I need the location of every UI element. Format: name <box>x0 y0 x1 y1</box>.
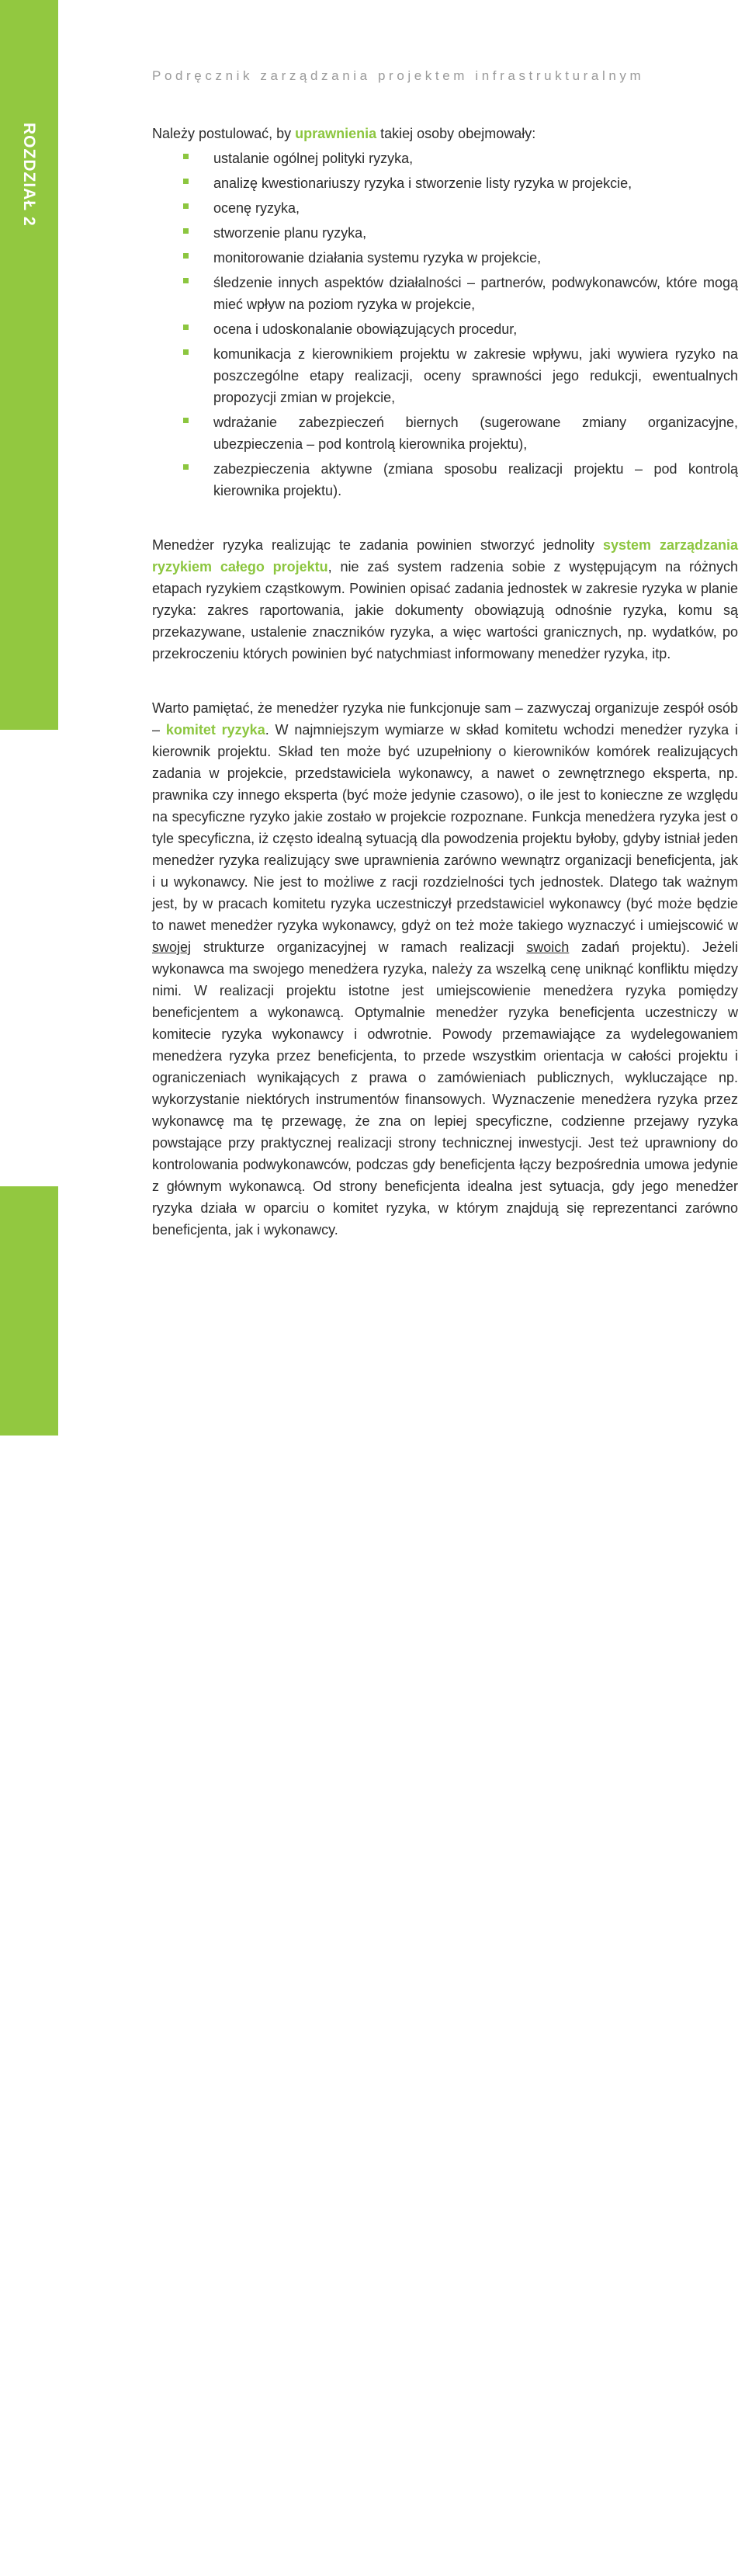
list-item <box>152 222 738 244</box>
para3-text: strukturze organizacyjnej w ramach realizacji <box>191 939 527 955</box>
list-item <box>152 197 738 219</box>
chapter-label: ROZDZIAŁ 2 <box>20 123 38 227</box>
list-item-text: analizę kwestionariuszy ryzyka i stworzenie listy ryzyka w projekcie, <box>213 175 632 191</box>
bullet-square-icon <box>183 203 189 209</box>
bullet-square-icon <box>183 325 189 330</box>
list-item <box>152 458 738 502</box>
list-item <box>152 411 738 455</box>
list-item <box>152 172 738 194</box>
para3-highlight: komitet ryzyka <box>165 722 265 738</box>
bullet-square-icon <box>183 179 189 184</box>
bullet-square-icon <box>183 154 189 159</box>
responsibilities-list <box>152 148 738 502</box>
intro-text: Należy postulować, by <box>152 126 296 141</box>
para2-text: Menedżer ryzyka realizując te zadania powinien stworzyć jednolity <box>152 537 603 553</box>
page-content <box>152 123 738 1241</box>
para3-underlined-word: swojej <box>152 939 192 955</box>
list-item-text: monitorowanie działania systemu ryzyka w projekcie, <box>213 250 542 266</box>
bullet-square-icon <box>183 418 189 423</box>
page-separator: | <box>17 2528 40 2533</box>
bullet-square-icon <box>183 278 189 283</box>
page-word: Strona <box>19 2442 33 2524</box>
list-item <box>152 247 738 269</box>
list-item-text: wdrażanie zabezpieczeń biernych (sugerowane zmiany organizacyjne, ubezpieczenia – pod kontrolą kierownika projektu), <box>213 415 738 452</box>
para2-highlight: system zarządzania ryzykiem całego projektu <box>152 537 738 575</box>
list-item <box>152 318 738 340</box>
intro-text-end: takiej osoby obejmowały: <box>376 126 536 141</box>
intro-highlight: uprawnienia <box>295 126 377 141</box>
list-item-text: śledzenie innych aspektów działalności – partnerów, podwykonawców, które mogą mieć wpływ na poziom ryzyka w projekcie, <box>213 275 738 312</box>
para3-text: Warto pamiętać, że menedżer ryzyka nie funkcjonuje sam – zazwyczaj organizuje zespół osób – <box>152 700 738 738</box>
para3-text: . W najmniejszym wymiarze w skład komitetu wchodzi menedżer ryzyka i kierownik projektu. Skład ten może być uzupełniony o kierowników komórek realizujących zadania w projekcie, przedstawiciela wykonawcy, a nawet o zewnętrznego eksperta, np. prawnika czy innego eksperta (być może jedynie czasowo), o ile jest to konieczne ze względu na specyficzne ryzyko jakie zostało w projekcie rozpoznane. Funkcja menedżera ryzyka jest o tyle specyficzna, iż często idealną sytuacją dla powodzenia projektu byłoby, gdyby istniał jeden menedżer ryzyka realizujący swe uprawnienia zarówno wewnątrz organizacji beneficjenta, jak i u wykonawcy. Nie jest to możliwe z racji rozdzielności tych jednostek. Dlatego tak ważnym jest, by w pracach komitetu ryzyka uczestniczył przedstawiciel wykonawcy (być może będzie to nawet menedżer ryzyka wykonawcy, gdyż on też może takiego wyznaczyć i umiejscowić w <box>152 722 738 933</box>
list-item-text: ocena i udoskonalanie obowiązujących procedur, <box>213 321 518 337</box>
sidebar-accent-bottom <box>0 1186 58 2576</box>
page-number: 46 <box>16 2542 42 2576</box>
sidebar-accent-top <box>0 0 58 730</box>
intro-paragraph <box>152 123 738 144</box>
para3-underlined-word: swoich <box>526 939 570 955</box>
running-header: Podręcznik zarządzania projektem infrastrukturalnym <box>152 68 645 83</box>
list-item <box>152 343 738 408</box>
list-item-text: zabezpieczenia aktywne (zmiana sposobu realizacji projektu – pod kontrolą kierownika projektu). <box>213 461 738 498</box>
list-item-text: ocenę ryzyka, <box>213 200 300 216</box>
paragraph-risk-system <box>152 534 738 665</box>
bullet-square-icon <box>183 464 189 470</box>
page-indicator <box>16 2442 42 2576</box>
bullet-square-icon <box>183 349 189 355</box>
paragraph-risk-committee <box>152 697 738 1241</box>
para3-text: zadań projektu). Jeżeli wykonawca ma swojego menedżera ryzyka, należy za wszelką cenę uniknąć konfliktu między nimi. W realizacji projektu istotne jest umiejscowienie menedżera ryzyka pomiędzy beneficjentem a wykonawcą. Optymalnie menedżer ryzyka beneficjenta uczestniczy w komitecie ryzyka wykonawcy i odwrotnie. Powody przemawiające za wydelegowaniem menedżera ryzyka przez beneficjenta, to przede wszystkim orientacja w całości projektu i ograniczeniach wynikających z prawa o zamówieniach publicznych, wykluczające np. wykorzystanie niektórych instrumentów finansowych. Wyznaczenie menedżera ryzyka przez wykonawcę ma tę przewagę, że zna on lepiej specyficzne, codzienne przejawy ryzyka powstające przy praktycznej realizacji strony technicznej inwestycji. Jest też uprawniony do kontrolowania podwykonawców, podczas gdy beneficjenta łączy bezpośrednia umowa jedynie z głównym wykonawcą. Od strony beneficjenta idealna jest sytuacja, gdy jego menedżer ryzyka działa w oparciu o komitet ryzyka, w którym znajdują się reprezentanci zarówno beneficjenta, jak i wykonawcy. <box>152 939 738 1238</box>
list-item-text: komunikacja z kierownikiem projektu w zakresie wpływu, jaki wywiera ryzyko na poszczególne etapy realizacji, oceny sprawności jego redukcji, ewentualnych propozycji zmian w projekcie, <box>213 346 738 405</box>
bullet-square-icon <box>183 228 189 234</box>
bullet-square-icon <box>183 253 189 259</box>
list-item-text: ustalanie ogólnej polityki ryzyka, <box>213 151 414 166</box>
list-item <box>152 148 738 169</box>
list-item <box>152 272 738 315</box>
para2-text-end: , nie zaś system radzenia sobie z występującym na różnych etapach ryzykiem cząstkowym. Powinien opisać zadania jednostek w zakresie ryzyka w planie ryzyka: zakres raportowania, jakie dokumenty obowiązują odnośnie ryzyka, komu są przekazywane, ustalenie znaczników ryzyka, a więc wartości granicznych, np. wydatków, po przekroczeniu których powinien być natychmiast informowany menedżer ryzyka, itp. <box>152 559 738 661</box>
list-item-text: stworzenie planu ryzyka, <box>213 225 367 241</box>
